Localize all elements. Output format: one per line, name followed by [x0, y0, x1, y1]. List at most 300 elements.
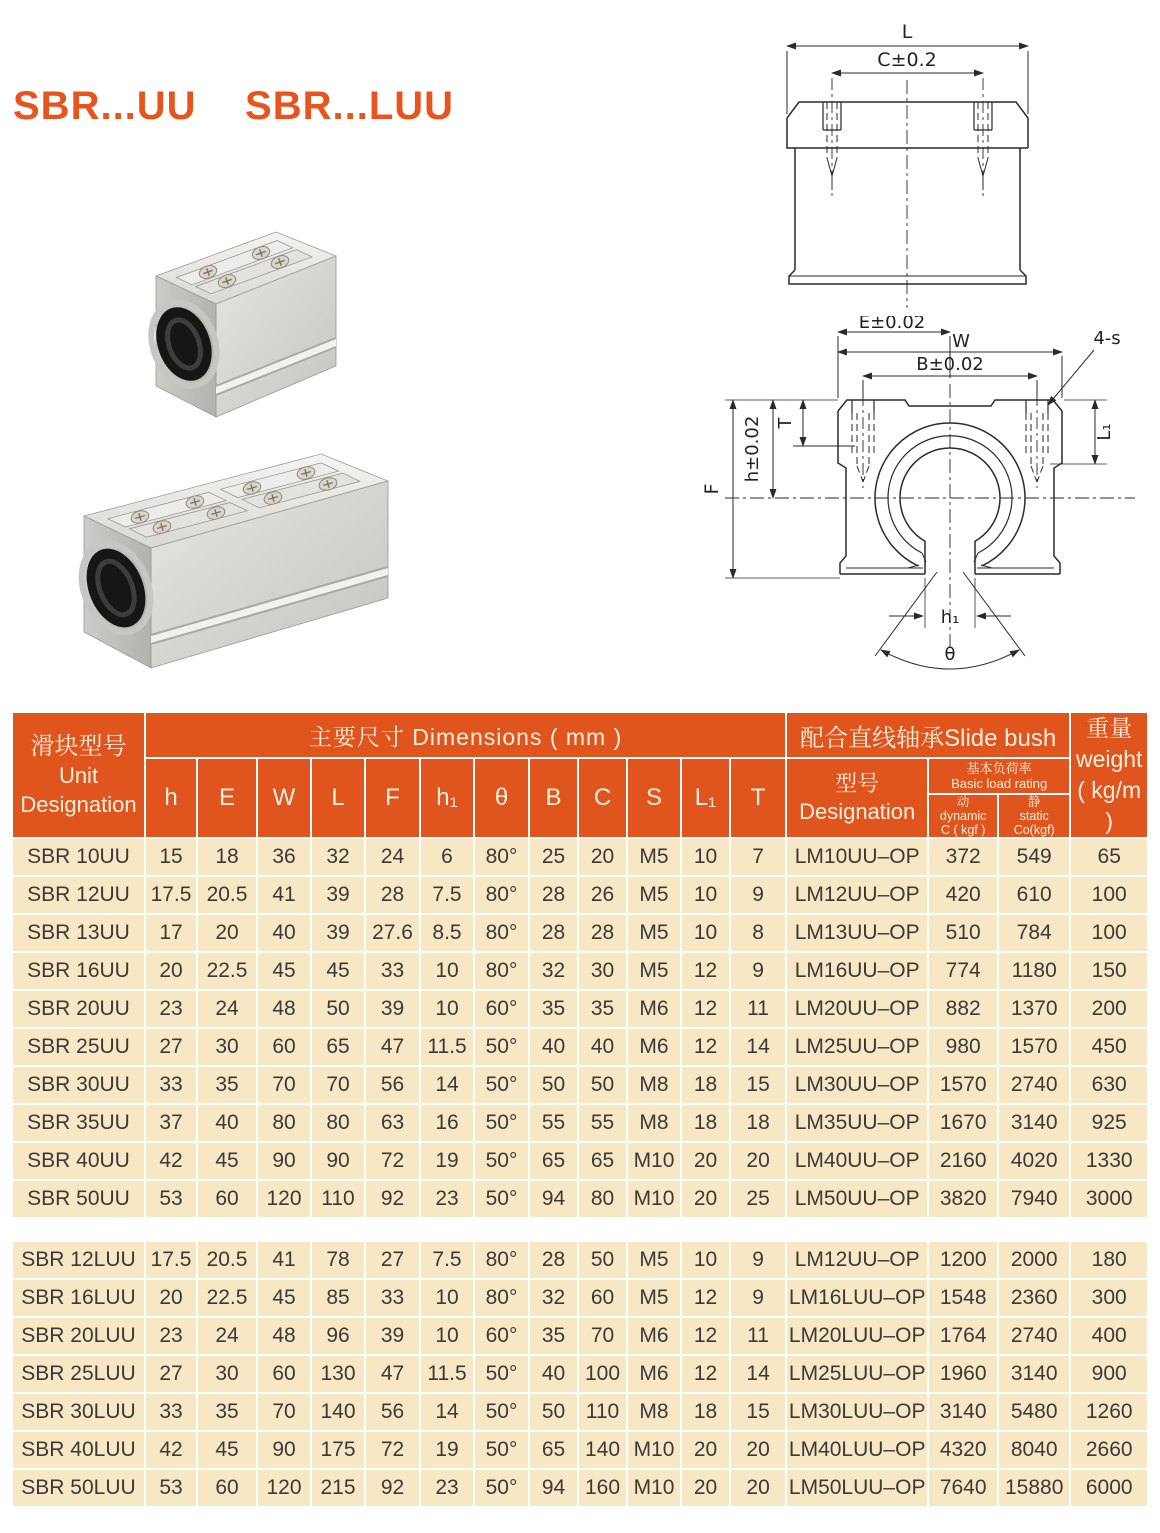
value-cell: LM35UU–OP	[786, 1104, 928, 1142]
dim-label-C: C±0.2	[877, 49, 937, 71]
value-cell: LM50LUU–OP	[786, 1469, 928, 1507]
value-cell: 1548	[928, 1279, 998, 1317]
value-cell: 23	[420, 1180, 474, 1218]
dim-label-F: F	[701, 483, 723, 495]
value-cell: 9	[730, 1279, 786, 1317]
value-cell: 80°	[474, 876, 529, 914]
value-cell: 45	[197, 1431, 257, 1469]
value-cell: 20	[681, 1142, 730, 1180]
value-cell: 40	[197, 1104, 257, 1142]
value-cell: 20	[730, 1469, 786, 1507]
value-cell: 15	[730, 1393, 786, 1431]
value-cell: 70	[257, 1393, 311, 1431]
model-cell: SBR 40UU	[12, 1142, 145, 1180]
value-cell: 2740	[998, 1066, 1070, 1104]
header-unit-en1: Unit	[58, 763, 99, 789]
value-cell: 90	[257, 1431, 311, 1469]
header-dim-E: E	[197, 758, 257, 838]
model-cell: SBR 30LUU	[12, 1393, 145, 1431]
value-cell: M6	[627, 1355, 681, 1393]
value-cell: 22.5	[197, 952, 257, 990]
value-cell: 6	[420, 838, 474, 876]
header-bush-designation	[786, 758, 928, 838]
value-cell: 19	[420, 1431, 474, 1469]
value-cell: 50	[311, 990, 365, 1028]
table-row	[12, 1104, 1148, 1142]
header-dim-L: L	[311, 758, 365, 838]
value-cell: M6	[627, 1028, 681, 1066]
value-cell: M5	[627, 1279, 681, 1317]
value-cell: 72	[365, 1142, 420, 1180]
value-cell: 42	[145, 1142, 197, 1180]
value-cell: 24	[197, 1317, 257, 1355]
value-cell: 12	[681, 1028, 730, 1066]
table-section-gap	[12, 1218, 1148, 1241]
value-cell: 7	[730, 838, 786, 876]
value-cell: 20.5	[197, 1241, 257, 1279]
value-cell: 41	[257, 1241, 311, 1279]
value-cell: 55	[578, 1104, 627, 1142]
value-cell: 39	[311, 876, 365, 914]
value-cell: 100	[1070, 876, 1148, 914]
header-desig-cn: 型号	[835, 770, 880, 796]
value-cell: 630	[1070, 1066, 1148, 1104]
value-cell: 1330	[1070, 1142, 1148, 1180]
value-cell: 10	[681, 876, 730, 914]
value-cell: 17	[145, 914, 197, 952]
table-row	[12, 1393, 1148, 1431]
value-cell: 47	[365, 1028, 420, 1066]
header-weight-unit: ( kg/m )	[1077, 777, 1142, 835]
value-cell: 2740	[998, 1317, 1070, 1355]
value-cell: M10	[627, 1180, 681, 1218]
value-cell: 160	[578, 1469, 627, 1507]
value-cell: LM12UU–OP	[786, 876, 928, 914]
value-cell: 65	[1070, 838, 1148, 876]
header-dim-h: h	[145, 758, 197, 838]
value-cell: 11	[730, 990, 786, 1028]
value-cell: 50	[578, 1241, 627, 1279]
value-cell: 90	[311, 1142, 365, 1180]
drawing-front-view	[695, 316, 1160, 694]
value-cell: 3820	[928, 1180, 998, 1218]
value-cell: 50°	[474, 1180, 529, 1218]
value-cell: 1960	[928, 1355, 998, 1393]
value-cell: 14	[730, 1028, 786, 1066]
value-cell: 32	[529, 952, 578, 990]
header-dim-T: T	[730, 758, 786, 838]
model-cell: SBR 13UU	[12, 914, 145, 952]
spec-table-grid	[12, 712, 1148, 1507]
dim-label-E: E±0.02	[858, 316, 926, 333]
value-cell: 39	[311, 914, 365, 952]
value-cell: M5	[627, 914, 681, 952]
value-cell: 65	[529, 1142, 578, 1180]
dim-label-h: h±0.02	[742, 415, 763, 483]
value-cell: LM20UU–OP	[786, 990, 928, 1028]
value-cell: 11.5	[420, 1028, 474, 1066]
value-cell: 42	[145, 1431, 197, 1469]
header-unit-en2: Designation	[20, 791, 137, 817]
value-cell: LM16UU–OP	[786, 952, 928, 990]
value-cell: 41	[257, 876, 311, 914]
model-cell: SBR 25UU	[12, 1028, 145, 1066]
model-cell: SBR 30UU	[12, 1066, 145, 1104]
value-cell: 400	[1070, 1317, 1148, 1355]
value-cell: 35	[578, 990, 627, 1028]
value-cell: 33	[145, 1066, 197, 1104]
header-dyn-unit: C ( kgf )	[940, 823, 986, 838]
value-cell: 50	[578, 1066, 627, 1104]
dimension-lines	[725, 332, 1107, 669]
header-dim-C: C	[578, 758, 627, 838]
value-cell: 23	[420, 1469, 474, 1507]
value-cell: 50°	[474, 1469, 529, 1507]
value-cell: 60	[197, 1180, 257, 1218]
value-cell: 33	[145, 1393, 197, 1431]
value-cell: 900	[1070, 1355, 1148, 1393]
value-cell: 12	[681, 1355, 730, 1393]
value-cell: 140	[578, 1431, 627, 1469]
table-body-luu	[12, 1241, 1148, 1507]
drawing-side-view	[775, 18, 1040, 313]
value-cell: 20	[197, 914, 257, 952]
value-cell: 20	[681, 1469, 730, 1507]
value-cell: 70	[578, 1317, 627, 1355]
value-cell: 1570	[998, 1028, 1070, 1066]
header-dyn-cn: 动	[956, 795, 970, 810]
value-cell: 92	[365, 1469, 420, 1507]
value-cell: 45	[311, 952, 365, 990]
value-cell: 39	[365, 1317, 420, 1355]
value-cell: 70	[311, 1066, 365, 1104]
model-cell: SBR 40LUU	[12, 1431, 145, 1469]
value-cell: LM50UU–OP	[786, 1180, 928, 1218]
table-row	[12, 1066, 1148, 1104]
product-photo-long-block	[66, 436, 416, 678]
value-cell: 11.5	[420, 1355, 474, 1393]
value-cell: 9	[730, 1241, 786, 1279]
value-cell: 56	[365, 1066, 420, 1104]
value-cell: 72	[365, 1431, 420, 1469]
value-cell: 24	[197, 990, 257, 1028]
value-cell: 19	[420, 1142, 474, 1180]
value-cell: 3000	[1070, 1180, 1148, 1218]
value-cell: 50°	[474, 1393, 529, 1431]
value-cell: 7.5	[420, 1241, 474, 1279]
dim-label-L: L	[901, 21, 913, 43]
value-cell: 50°	[474, 1028, 529, 1066]
value-cell: LM10UU–OP	[786, 838, 928, 876]
value-cell: 96	[311, 1317, 365, 1355]
header-unit-designation	[12, 712, 145, 838]
value-cell: 610	[998, 876, 1070, 914]
value-cell: 18	[681, 1393, 730, 1431]
value-cell: 120	[257, 1180, 311, 1218]
value-cell: 12	[681, 1317, 730, 1355]
value-cell: 10	[420, 990, 474, 1028]
value-cell: LM25UU–OP	[786, 1028, 928, 1066]
value-cell: 3140	[998, 1104, 1070, 1142]
table-row	[12, 1028, 1148, 1066]
value-cell: 90	[257, 1142, 311, 1180]
value-cell: 774	[928, 952, 998, 990]
value-cell: 60°	[474, 990, 529, 1028]
header-dim-F: F	[365, 758, 420, 838]
value-cell: 28	[529, 1241, 578, 1279]
value-cell: 9	[730, 876, 786, 914]
header-dim-S: S	[627, 758, 681, 838]
table-row	[12, 1279, 1148, 1317]
value-cell: M6	[627, 990, 681, 1028]
value-cell: 10	[420, 1279, 474, 1317]
value-cell: 18	[681, 1066, 730, 1104]
value-cell: LM40UU–OP	[786, 1142, 928, 1180]
value-cell: M5	[627, 876, 681, 914]
value-cell: 18	[197, 838, 257, 876]
value-cell: 85	[311, 1279, 365, 1317]
header-dyn-en: dynamic	[939, 809, 987, 824]
model-cell: SBR 20LUU	[12, 1317, 145, 1355]
value-cell: 300	[1070, 1279, 1148, 1317]
value-cell: 17.5	[145, 876, 197, 914]
value-cell: 8.5	[420, 914, 474, 952]
value-cell: 100	[578, 1355, 627, 1393]
table-row	[12, 1317, 1148, 1355]
value-cell: 8	[730, 914, 786, 952]
table-row	[12, 1431, 1148, 1469]
value-cell: 80	[311, 1104, 365, 1142]
value-cell: 70	[257, 1066, 311, 1104]
value-cell: 80°	[474, 952, 529, 990]
table-header	[12, 712, 1148, 838]
value-cell: 4020	[998, 1142, 1070, 1180]
value-cell: 1570	[928, 1066, 998, 1104]
value-cell: 1200	[928, 1241, 998, 1279]
value-cell: 1370	[998, 990, 1070, 1028]
value-cell: LM30UU–OP	[786, 1066, 928, 1104]
value-cell: 200	[1070, 990, 1148, 1028]
value-cell: 20	[681, 1431, 730, 1469]
header-unit-cn: 滑块型号	[30, 732, 127, 760]
value-cell: 45	[197, 1142, 257, 1180]
table-row	[12, 990, 1148, 1028]
model-cell: SBR 16LUU	[12, 1279, 145, 1317]
value-cell: 80°	[474, 838, 529, 876]
value-cell: 35	[197, 1066, 257, 1104]
value-cell: 45	[257, 952, 311, 990]
value-cell: 10	[420, 952, 474, 990]
value-cell: 420	[928, 876, 998, 914]
header-weight	[1070, 712, 1148, 838]
value-cell: 9	[730, 952, 786, 990]
value-cell: 14	[730, 1355, 786, 1393]
value-cell: 10	[681, 1241, 730, 1279]
dim-label-W: W	[952, 331, 970, 352]
value-cell: LM40LUU–OP	[786, 1431, 928, 1469]
value-cell: 50°	[474, 1104, 529, 1142]
value-cell: 45	[257, 1279, 311, 1317]
value-cell: 2000	[998, 1241, 1070, 1279]
model-cell: SBR 10UU	[12, 838, 145, 876]
value-cell: 50	[529, 1393, 578, 1431]
header-load-en: Basic load rating	[951, 776, 1048, 792]
header-basic-load-rating	[928, 758, 1070, 794]
value-cell: M10	[627, 1431, 681, 1469]
value-cell: M8	[627, 1104, 681, 1142]
value-cell: 20	[730, 1431, 786, 1469]
header-slide-bush-title: 配合直线轴承Slide bush	[786, 712, 1070, 758]
model-cell: SBR 25LUU	[12, 1355, 145, 1393]
value-cell: 510	[928, 914, 998, 952]
value-cell: 372	[928, 838, 998, 876]
value-cell: M10	[627, 1469, 681, 1507]
value-cell: M8	[627, 1393, 681, 1431]
value-cell: 20.5	[197, 876, 257, 914]
value-cell: 15880	[998, 1469, 1070, 1507]
value-cell: 30	[197, 1028, 257, 1066]
value-cell: 33	[365, 952, 420, 990]
value-cell: 15	[145, 838, 197, 876]
value-cell: 28	[529, 914, 578, 952]
header-stat-en: static	[1019, 809, 1049, 824]
value-cell: 3140	[928, 1393, 998, 1431]
value-cell: 140	[311, 1393, 365, 1431]
dim-label-T: T	[775, 417, 796, 429]
value-cell: 882	[928, 990, 998, 1028]
value-cell: 40	[529, 1028, 578, 1066]
model-cell: SBR 12UU	[12, 876, 145, 914]
value-cell: 56	[365, 1393, 420, 1431]
value-cell: M5	[627, 838, 681, 876]
value-cell: 180	[1070, 1241, 1148, 1279]
table-row	[12, 1180, 1148, 1218]
value-cell: M8	[627, 1066, 681, 1104]
table-row	[12, 1355, 1148, 1393]
value-cell: 120	[257, 1469, 311, 1507]
value-cell: 80°	[474, 1279, 529, 1317]
page-title: SBR...UU SBR...LUU	[13, 84, 455, 128]
header-stat-unit: Co(kgf)	[1013, 823, 1055, 838]
header-weight-cn: 重量	[1086, 715, 1133, 741]
value-cell: 20	[145, 952, 197, 990]
value-cell: 50°	[474, 1355, 529, 1393]
value-cell: 80°	[474, 914, 529, 952]
value-cell: 28	[529, 876, 578, 914]
value-cell: 22.5	[197, 1279, 257, 1317]
header-dim-theta: θ	[474, 758, 529, 838]
value-cell: 110	[311, 1180, 365, 1218]
value-cell: LM12UU–OP	[786, 1241, 928, 1279]
value-cell: 12	[681, 1279, 730, 1317]
value-cell: 2660	[1070, 1431, 1148, 1469]
value-cell: 14	[420, 1066, 474, 1104]
value-cell: 24	[365, 838, 420, 876]
value-cell: 28	[365, 876, 420, 914]
value-cell: LM25LUU–OP	[786, 1355, 928, 1393]
value-cell: 20	[730, 1142, 786, 1180]
header-dim-W: W	[257, 758, 311, 838]
value-cell: 12	[681, 990, 730, 1028]
value-cell: 27	[145, 1028, 197, 1066]
value-cell: 60	[257, 1355, 311, 1393]
table-row	[12, 914, 1148, 952]
value-cell: 3140	[998, 1355, 1070, 1393]
dim-label-4s: 4-s	[1093, 328, 1121, 349]
value-cell: 40	[529, 1355, 578, 1393]
table-row	[12, 838, 1148, 876]
screw-holes	[823, 78, 992, 196]
value-cell: 2360	[998, 1279, 1070, 1317]
value-cell: 40	[257, 914, 311, 952]
table-row	[12, 876, 1148, 914]
value-cell: 48	[257, 1317, 311, 1355]
value-cell: M10	[627, 1142, 681, 1180]
value-cell: LM13UU–OP	[786, 914, 928, 952]
value-cell: 60	[197, 1469, 257, 1507]
value-cell: 48	[257, 990, 311, 1028]
value-cell: 20	[578, 838, 627, 876]
value-cell: 980	[928, 1028, 998, 1066]
spec-table	[12, 712, 1148, 1507]
value-cell: 23	[145, 990, 197, 1028]
value-cell: 39	[365, 990, 420, 1028]
value-cell: 78	[311, 1241, 365, 1279]
value-cell: 80°	[474, 1241, 529, 1279]
header-dimensions-title: 主要尺寸 Dimensions ( mm )	[145, 712, 786, 758]
value-cell: 35	[529, 990, 578, 1028]
value-cell: 55	[529, 1104, 578, 1142]
header-dim-B: B	[529, 758, 578, 838]
dim-label-theta: θ	[944, 644, 956, 665]
value-cell: 2160	[928, 1142, 998, 1180]
dim-label-L1: L₁	[1094, 423, 1115, 441]
value-cell: 60	[578, 1279, 627, 1317]
product-photo-short-block	[126, 214, 354, 429]
model-cell: SBR 35UU	[12, 1104, 145, 1142]
value-cell: 12	[681, 952, 730, 990]
value-cell: 50°	[474, 1142, 529, 1180]
value-cell: 37	[145, 1104, 197, 1142]
value-cell: 25	[529, 838, 578, 876]
value-cell: 18	[681, 1104, 730, 1142]
table-row	[12, 1142, 1148, 1180]
value-cell: 53	[145, 1469, 197, 1507]
value-cell: 549	[998, 838, 1070, 876]
value-cell: 6000	[1070, 1469, 1148, 1507]
value-cell: 80	[578, 1180, 627, 1218]
value-cell: 110	[578, 1393, 627, 1431]
value-cell: 14	[420, 1393, 474, 1431]
value-cell: 130	[311, 1355, 365, 1393]
value-cell: 16	[420, 1104, 474, 1142]
value-cell: 10	[681, 838, 730, 876]
value-cell: 50°	[474, 1066, 529, 1104]
model-cell: SBR 50UU	[12, 1180, 145, 1218]
value-cell: 25	[730, 1180, 786, 1218]
header-stat-cn: 静	[1027, 795, 1041, 810]
value-cell: 18	[730, 1104, 786, 1142]
value-cell: M5	[627, 952, 681, 990]
value-cell: 33	[365, 1279, 420, 1317]
value-cell: 35	[529, 1317, 578, 1355]
value-cell: 1764	[928, 1317, 998, 1355]
value-cell: 7.5	[420, 876, 474, 914]
value-cell: 1260	[1070, 1393, 1148, 1431]
value-cell: 5480	[998, 1393, 1070, 1431]
header-dim-h1: h₁	[420, 758, 474, 838]
value-cell: 4320	[928, 1431, 998, 1469]
